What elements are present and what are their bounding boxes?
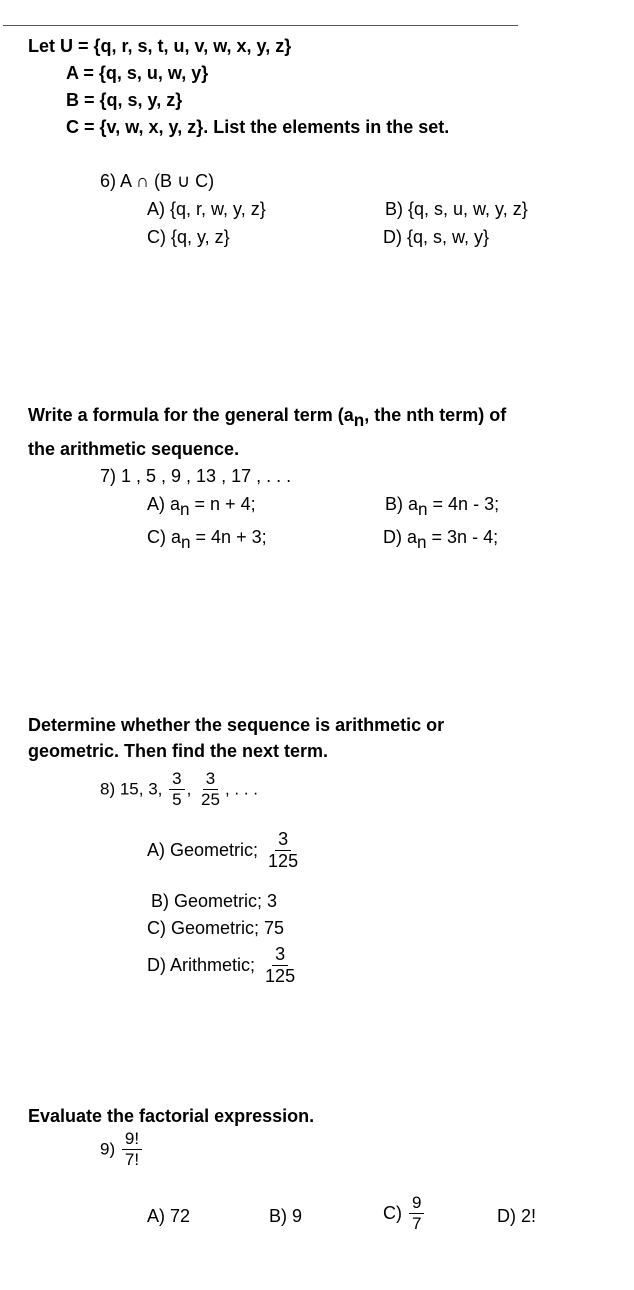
set-b-line: B = {q, s, y, z} (66, 90, 183, 110)
q8-fraction-2: $\frac{3}{25}$ (201, 769, 220, 809)
section7-instruction-line1: Write a formula for the general term (an, the nth term) of (28, 405, 507, 430)
q9-choice-d: D) 2! (497, 1206, 537, 1226)
set-u-line: Let U = {q, r, s, t, u, v, w, x, y, z} (28, 36, 292, 56)
q9-choice-c: C) $\frac{9}{7}$ (383, 1194, 426, 1233)
q7-choice-d: D) an = 3n - 4; (383, 527, 499, 552)
q8-choice-c: C) Geometric; 75 (147, 918, 285, 938)
q9-choice-b: B) 9 (269, 1206, 303, 1226)
q9-choice-c-fraction: $\frac{9}{7}$ (409, 1194, 424, 1233)
q6-choice-d: D) {q, s, w, y} (383, 227, 490, 247)
q8-choice-d-fraction: $\frac{3}{125}$ (265, 944, 296, 986)
q7-prompt: 7) 1 , 5 , 9 , 13 , 17 , . . . (100, 466, 292, 486)
q8-choice-a-fraction: $\frac{3}{125}$ (268, 829, 299, 871)
section9-instruction: Evaluate the factorial expression. (28, 1106, 315, 1126)
q6-choice-b: B) {q, s, u, w, y, z} (385, 199, 528, 219)
q7-choice-a: A) an = n + 4; (147, 494, 256, 519)
section8-instruction-line2: geometric. Then find the next term. (28, 741, 329, 761)
q8-prompt: 8) 15, 3, $\frac{3}{5}$ , $\frac{3}{25}$ , . . . (100, 769, 259, 809)
q7-choice-b: B) an = 4n - 3; (385, 494, 500, 519)
section7-instruction-line2: the arithmetic sequence. (28, 439, 240, 459)
q6-prompt: 6) A ∩ (B ∪ C) (100, 171, 215, 191)
section8-instruction-line1: Determine whether the sequence is arithmetic or (28, 715, 445, 735)
q8-choice-b: B) Geometric; 3 (151, 891, 278, 911)
q6-choice-c: C) {q, y, z} (147, 227, 230, 247)
q9-prompt: 9) $\frac{9!}{7!}$ (100, 1130, 144, 1169)
q6-choice-a: A) {q, r, w, y, z} (147, 199, 266, 219)
q8-fraction-1: $\frac{3}{5}$ (169, 770, 184, 809)
q7-choice-c: C) an = 4n + 3; (147, 527, 267, 552)
q8-choice-a: A) Geometric; $\frac{3}{125}$ (147, 830, 303, 871)
set-a-line: A = {q, s, u, w, y} (66, 63, 209, 83)
q9-fraction: $\frac{9!}{7!}$ (122, 1130, 142, 1169)
q8-choice-d: D) Arithmetic; $\frac{3}{125}$ (147, 945, 300, 986)
q9-choice-a: A) 72 (147, 1206, 191, 1226)
top-rule (3, 25, 518, 26)
set-c-line: C = {v, w, x, y, z}. List the elements in the set. (66, 117, 450, 137)
